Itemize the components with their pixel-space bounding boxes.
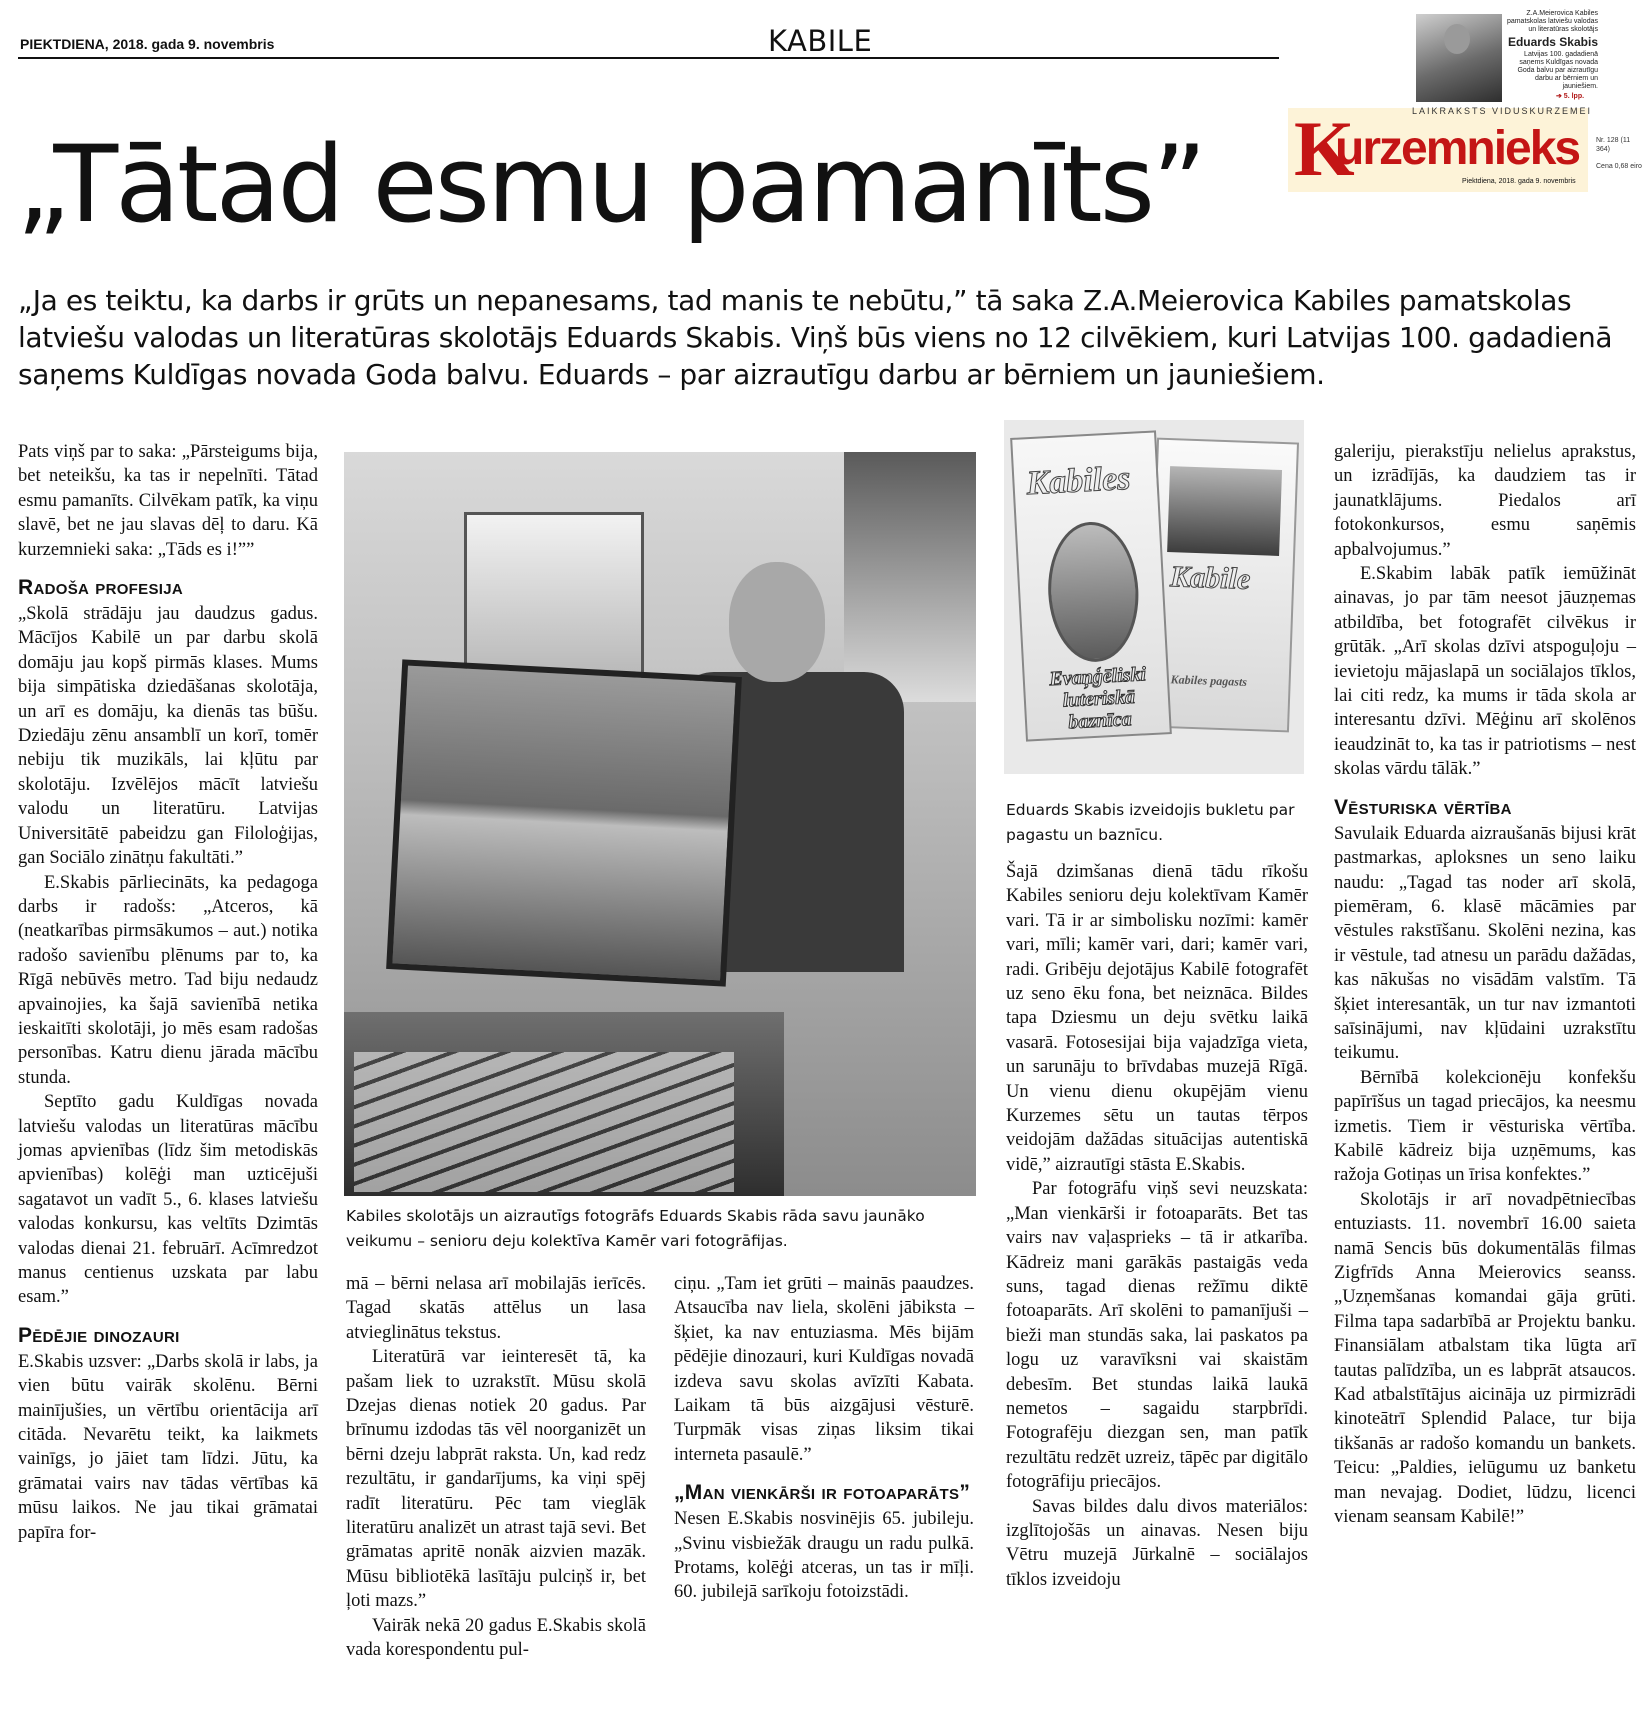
booklet-front bbox=[1010, 430, 1172, 741]
paragraph: mā – bērni nelasa arī mobilajās ierīcēs. Tagad skatās attēlus un lasa atvieglinātus tekstus. bbox=[346, 1274, 646, 1343]
paragraph: galeriju, pierakstīju nelielus aprakstus, un izrādījās, ka daudziem tas ir jaunatklājums. Piedalos arī fotokonkursos, esmu saņēmis apbalvojumus.” bbox=[1334, 442, 1636, 560]
masthead-logo-letter: K bbox=[1294, 105, 1355, 192]
main-photo-caption: Kabiles skolotājs un aizrautīgs fotogrāfs Eduards Skabis rāda savu jaunāko veikumu – senioru deju kolektīva Kamēr vari fotogrāfijas. bbox=[346, 1207, 925, 1250]
masthead-date: Piektdiena, 2018. gada 9. novembris bbox=[1462, 178, 1576, 185]
booklet-subtitle: Evaņģēliski luteriskā baznīca bbox=[1048, 663, 1147, 734]
subheading: Vēsturiska vērtība bbox=[1334, 795, 1512, 819]
teaser-desc: Latvijas 100. gadadienā saņems Kuldīgas novada Goda balvu par aizrautīgu darbu ar bērniem un jauniešiem. bbox=[1517, 51, 1598, 90]
front-teaser bbox=[1288, 0, 1649, 108]
paragraph: Vairāk nekā 20 gadus E.Skabis skolā vada korespondentu pul- bbox=[346, 1615, 646, 1661]
booklet-photo-caption: Eduards Skabis izveidojis bukletu par pagastu un baznīcu. bbox=[1006, 801, 1295, 844]
issue-number: Nr. 128 (11 364) bbox=[1596, 137, 1631, 153]
issue-date: PIEKTDIENA, 2018. gada 9. novembris bbox=[20, 36, 275, 52]
paragraph: Par fotogrāfu viņš sevi neuzskata: „Man vienkārši ir fotoaparāts. Bet tas vairs nav vaļasprieks – tā ir atkarība. Kādreiz mani garākās pastaigās veda suns, tagad dienas režīmu diktē fotoaparāts. Arī skolēni to pamanījuši – bieži man stundās saka, lai paskatos pa logu uz varavīksni vai skaistām debesīm. Bet stundas laikā laukā nemetos – sagaidu starpbrīdi. Fotografēju diezgan sen, man patīk rezultātu redzēt uzreiz, tāpēc par digitālo fotogrāfiju priecājos. bbox=[1006, 1179, 1308, 1493]
masthead-tagline: LAIKRAKSTS VIDUSKURZEMEI bbox=[1412, 106, 1593, 116]
booklet-subtitle: Kabiles pagasts bbox=[1170, 672, 1248, 689]
paragraph: Bērnībā kolekcionēju konfekšu papīrīšus un tagad priecājos, ka neesmu izmetis. Tiem ir vēsturiska vērtība. Kabilē kādreiz bija uzņēmums, kas ražoja Gotiņas un īrisa konfektes.” bbox=[1334, 1067, 1636, 1186]
paragraph: Savulaik Eduarda aizraušanās bijusi krāt pastmarkas, aploksnes un seno laiku naudu: „Tagad tas noder arī skolā, piemēram, 6. klasē mācāmies par vēstules rakstīšanu. Skolēni nezina, kas ir vēstule, tad atnesu un parādu dažādas, kas nākušas no visādām valstīm. Tā šķiet interesantāk, un tur nav izmantoti saīsinājumi, nav kļūdaini uzrakstītu teikumu. bbox=[1334, 823, 1636, 1064]
masthead-logo: urzemnieks bbox=[1335, 122, 1580, 175]
column-3 bbox=[674, 1272, 974, 1605]
photo-person-head bbox=[729, 562, 825, 682]
subheading: „Man vienkārši ir fotoaparāts” bbox=[674, 1481, 971, 1505]
paragraph: Savas bildes dalu divos materiālos: izglītojošās un ainavas. Nesen biju Vētru muzejā Jūrkalnē – sociālajos tīklos izveidoju bbox=[1006, 1496, 1308, 1590]
section-label: KABILE bbox=[768, 24, 873, 58]
booklet-title: Kabiles bbox=[1025, 459, 1132, 503]
booklet-image bbox=[1167, 466, 1282, 556]
paragraph: Septīto gadu Kuldīgas novada latviešu valodas un literatūras mācību jomas apvienības (līdz šim metodiskās apvienības) kolēģi man uzticējuši sagatavot un vadīt 5., 6. klases latviešu valodas konkursu, kas veltīts Dzimtās valodas dienai 21. februārī. Acīmredzot manus centienus uzskata par labu esam.” bbox=[18, 1092, 318, 1308]
lead-paragraph: „Ja es teiktu, ka darbs ir grūts un nepanesams, tad manis te nebūtu,” tā saka Z.A.Meierovica Kabiles pamatskolas latviešu valodas un literatūras skolotājs Eduards Skabis. Viņš būs viens no 12 cilvēkiem, kuri Latvijas 100. gadadienā saņems Kuldīgas novada Goda balvu. Eduards – par aizrautīgu darbu ar bērniem un jauniešiem. bbox=[18, 284, 1613, 391]
masthead-meta bbox=[1596, 136, 1646, 171]
teaser-photo bbox=[1416, 14, 1502, 102]
column-2 bbox=[346, 1272, 646, 1663]
column-1 bbox=[18, 440, 318, 1545]
subheading: Radoša profesija bbox=[18, 576, 183, 600]
paragraph: Nesen E.Skabis nosvinējis 65. jubileju. „Svinu visbiežāk draugu un radu pulkā. Protams, kolēģi atceras, un tas ir mīļi. 60. jubilejā sarīkoju fotoizstādi. bbox=[674, 1509, 974, 1603]
paragraph: ciņu. „Tam iet grūti – mainās paaudzes. Atsaucība nav liela, skolēni jābiksta – šķiet, ka nav entuziasma. Mēs bijām pēdējie dinozauri, kuri Kuldīgas novadā izdeva savu skolas avīzīti Kabata. Laikam tā būs aizgājusi vēsturē. Turpmāk visas ziņas liksim tikai interneta pasaulē.” bbox=[674, 1274, 974, 1465]
paragraph: E.Skabis uzsver: „Darbs skolā ir labs, ja vien būtu vairāk skolēnu. Bērni mainījušies, un vērtību orientācija arī citāda. Nevarētu teikt, ka laikmets vainīgs, jo jāiet tam līdzi. Jūtu, ka grāmatai vairs nav tādas vērtības kā mūsu laikos. Ne jau tikai grāmatai papīra for- bbox=[18, 1351, 318, 1543]
issue-price: Cena 0,68 eiro bbox=[1596, 163, 1642, 170]
paragraph: „Skolā strādāju jau daudzus gadus. Mācījos Kabilē un par darbu skolā domāju jau kopš pirmās klases. Mums bija simpātiska dziedāšanas skolotāja, un arī es domāju, ka dienās tas būšu. Dziedāju zēnu ansamblī un korī, tomēr nebiju tik muzikāls, lai kļūtu par skolotāju. Izvēlējos mācīt latviešu valodu un literatūru. Latvijas Universitātē pabeidzu gan Filoloģijas, gan Sociālo zinātņu fakultāti.” bbox=[18, 604, 318, 869]
paragraph: Pats viņš par to saka: „Pārsteigums bija, bet neteikšu, ka tas ir nepelnīti. Tātad esmu pamanīts. Cilvēkam patīk, ka viņu slavē, bet ne jau slavas dēļ to daru. Kā kurzemnieki saka: „Tāds es i!”” bbox=[18, 442, 318, 560]
teaser-name: Eduards Skabis bbox=[1507, 35, 1598, 49]
photo-framed-picture bbox=[386, 659, 742, 986]
column-5 bbox=[1334, 440, 1636, 1529]
booklet-back bbox=[1147, 438, 1299, 733]
teaser-page-ref: ➔ 5. lpp. bbox=[1556, 93, 1585, 100]
booklet-photo bbox=[1004, 420, 1304, 774]
paragraph: Šajā dzimšanas dienā tādu rīkošu Kabiles senioru deju kolektīvam Kamēr vari. Tā ir ar simbolisku nozīmi: kamēr vari, mīli; kamēr vari, dari; kamēr vari, radi. Gribēju dejotājus Kabilē fotografēt uz seno ēku fona, bet neiznāca. Bildes tapa Dziesmu un deju svētku laikā vasarā. Fotosesijai bija vajadzīga vieta, un sarunāju to brīvdabas muzejā Rīgā. Un vienu dienu okupējām vienu Kurzemes sētu un tautas tērpos veidojām dažādas situācijas autentiskā vidē,” aizrautīgi stāsta E.Skabis. bbox=[1006, 862, 1308, 1175]
teaser-text bbox=[1506, 10, 1598, 91]
booklet-title: Kabile bbox=[1169, 560, 1251, 596]
paragraph: E.Skabis pārliecināts, ka pedagoga darbs ir radošs: „Atceros, kā (neatkarības pirmsākumos – aut.) notika radošo savienību plēnums par to, ka Rīgā nebūvēs metro. Tad biju nedaudz apvainojies, ka šajā savienībā netika ieskaitīti skolotāji, jo mēs esam radošas personības. Katru dienu jārada mācību stunda. bbox=[18, 872, 318, 1088]
photo-prints bbox=[354, 1052, 734, 1192]
paragraph: Skolotājs ir arī novadpētniecības entuziasts. 11. novembrī 16.00 saieta namā Sencis būs dokumentālās filmas Zigfrīds Anna Meierovics seanss. „Uzņemšanas komandai gāja grūti. Filma tapa sadarbībā ar Projektu banku. Finansiālam atbalstam tika lūgta arī tautas palīdzība, un es labprāt atsaucos. Kad atbalstītājus aicināja uz pirmizrādi kinoteātrī Splendid Palace, tur bija tikšanās ar radošo komandu un bankets. Teicu: „Paldies, ielūgumu uz banketu man nevajag. Dodiet, lūdzu, licenci vienam seansam Kabilē!” bbox=[1334, 1189, 1636, 1528]
paragraph: E.Skabim labāk patīk iemūžināt ainavas, jo par tām neesot jāuzņemas atbildība, bet fotografēt cilvēkus ir grūtāk. „Arī skolas dzīvi atspoguļoju – ievietoju mājaslapā un sociālajos tīklos, lai citi redz, ka mums ir tāda skola ar interesantu dzīvi. Mēģinu arī skolēnos ieaudzināt to, ka tas ir patriotisms – nest skolas vārdu tālāk.” bbox=[1334, 564, 1636, 780]
headline: „Tātad esmu pamanīts” bbox=[16, 123, 1204, 246]
booklet-church-image bbox=[1045, 520, 1142, 665]
paragraph: Literatūrā var ieinteresēt tā, ka pašam liek to uzrakstīt. Mūsu skolā Dzejas dienas notiek 20 gadus. Par brīnumu izdodas tās vēl noorganizēt un bērni dzeju labprāt raksta. Un, kad redz rezultātu, ir gandarījums, ka viņi spēj radīt literatūru. Pēc tam vieglāk literatūru analizēt un atrast tajā sevi. Bet grāmatas apritē nonāk aizvien mazāk. Mūsu bibliotēkā lasītāju pulciņš ir, bet ļoti mazs.” bbox=[346, 1347, 646, 1612]
top-divider bbox=[18, 57, 1279, 59]
teaser-lines: Z.A.Meierovica Kabiles pamatskolas latviešu valodas un literatūras skolotājs bbox=[1506, 10, 1598, 33]
column-4 bbox=[1006, 860, 1308, 1592]
subheading: Pēdējie dinozauri bbox=[18, 1323, 180, 1347]
main-photo bbox=[344, 452, 976, 1196]
